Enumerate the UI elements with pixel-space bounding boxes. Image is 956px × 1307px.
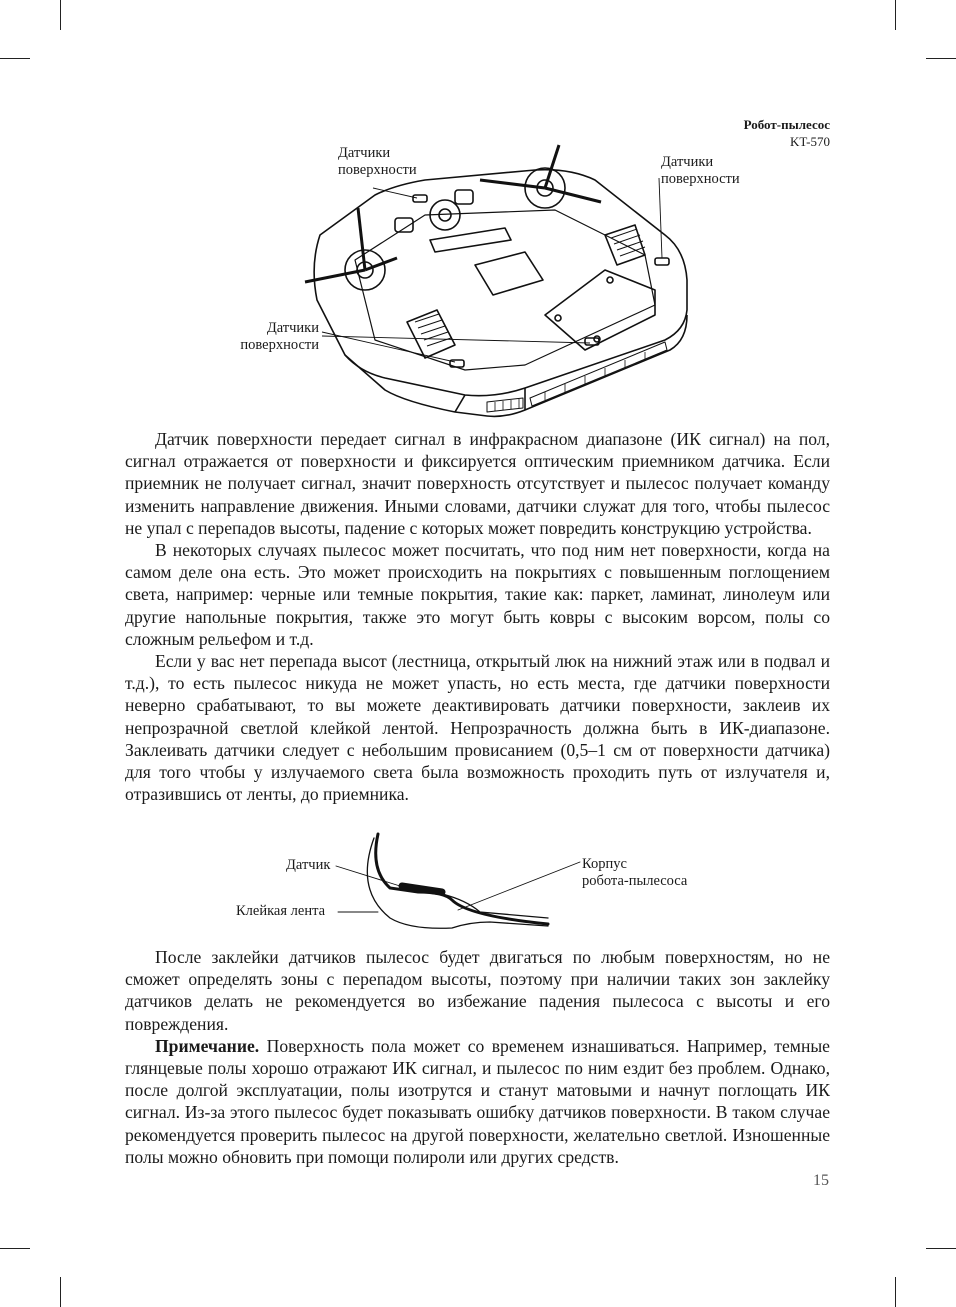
crop-mark [0, 58, 30, 59]
paragraph: Датчик поверхности передает сигнал в инфракрасном диапазоне (ИК сигнал) на пол, сигнал отражается от поверхности и фиксируется оптическим приемником датчика. Если приемник не получает сигнал, значит поверхность отсутствует и пылесос получает команду изменить направление движения. Иными словами, датчики служат для того, чтобы пылесос не упал с перепадов высоты, падение с которых может повредить конструкцию устройства. [125, 429, 830, 538]
page-number: 15 [813, 1172, 829, 1189]
crop-mark [0, 1248, 30, 1249]
label-sensors-top-right: Датчики поверхности [661, 154, 740, 187]
paragraph: Если у вас нет перепада высот (лестница, открытый люк на нижний этаж или в подвал и т.д.), то есть пылесос никуда не может упасть, но есть места, где датчики поверхности неверно срабатывают, то вы можете деактивировать датчики поверхности, заклеив их непрозрачной светлой клейкой лентой. Непрозрачность должна быть в ИК-диапазоне. Заклеивать датчики следует с небольшим провисанием (0,5–1 см от поверхности датчика) для того чтобы у излучаемого света была возможность проходить путь от излучателя и, отразившись от ленты, до приемника. [125, 651, 830, 805]
crop-mark [926, 1248, 956, 1249]
note-paragraph [125, 1035, 830, 1168]
label-sensors-left: Датчики поверхности [240, 320, 319, 353]
body-text-top [125, 428, 830, 805]
paragraph: В некоторых случаях пылесос может посчитать, что под ним нет поверхности, когда на самом деле она есть. Это может происходить на покрытиях с повышенным поглощением света, например: черные или темные покрытия, такие как: паркет, ламинат, линолеум или другие напольные покрытия, также это могут быть ковры с высоким ворсом, полы со сложным рельефом и т.д. [125, 540, 830, 649]
crop-mark [895, 1277, 896, 1307]
header-model: KT-570 [790, 134, 830, 149]
note-label: Примечание. [155, 1035, 260, 1056]
robot-underside-figure [225, 140, 765, 425]
crop-mark [60, 1277, 61, 1307]
crop-mark [926, 58, 956, 59]
label-sensor: Датчик [286, 857, 331, 873]
label-sensors-top-left: Датчики поверхности [338, 145, 417, 178]
tape-figure [230, 830, 710, 940]
label-tape: Клейкая лента [236, 903, 326, 919]
header-title: Робот-пылесос [743, 117, 830, 132]
body-text-bottom [125, 946, 830, 1168]
note-text: Поверхность пола может со временем изнашиваться. Например, темные глянцевые полы хорошо отражают ИК сигнал, и пылесос по ним ездит без проблем. Однако, после долгой эксплуатации, полы изотрутся и станут матовыми и начнут поглощать ИК сигнал. Из-за этого пылесос будет показывать ошибку датчиков поверхности. В таком случае рекомендуется проверить пылесос на другой поверхности, желательно светлой. Изношенные полы можно обновить при помощи полироли или других средств. [125, 1035, 830, 1167]
crop-mark [60, 0, 61, 30]
paragraph: После заклейки датчиков пылесос будет двигаться по любым поверхностям, но не сможет определять зоны с перепадом высоты, поэтому при наличии таких зон заклейку датчиков делать не рекомендуется во избежание падения пылесоса с высоты и его повреждения. [125, 947, 830, 1034]
crop-mark [895, 0, 896, 30]
label-robot-body: Корпус робота-пылесоса [582, 856, 688, 889]
